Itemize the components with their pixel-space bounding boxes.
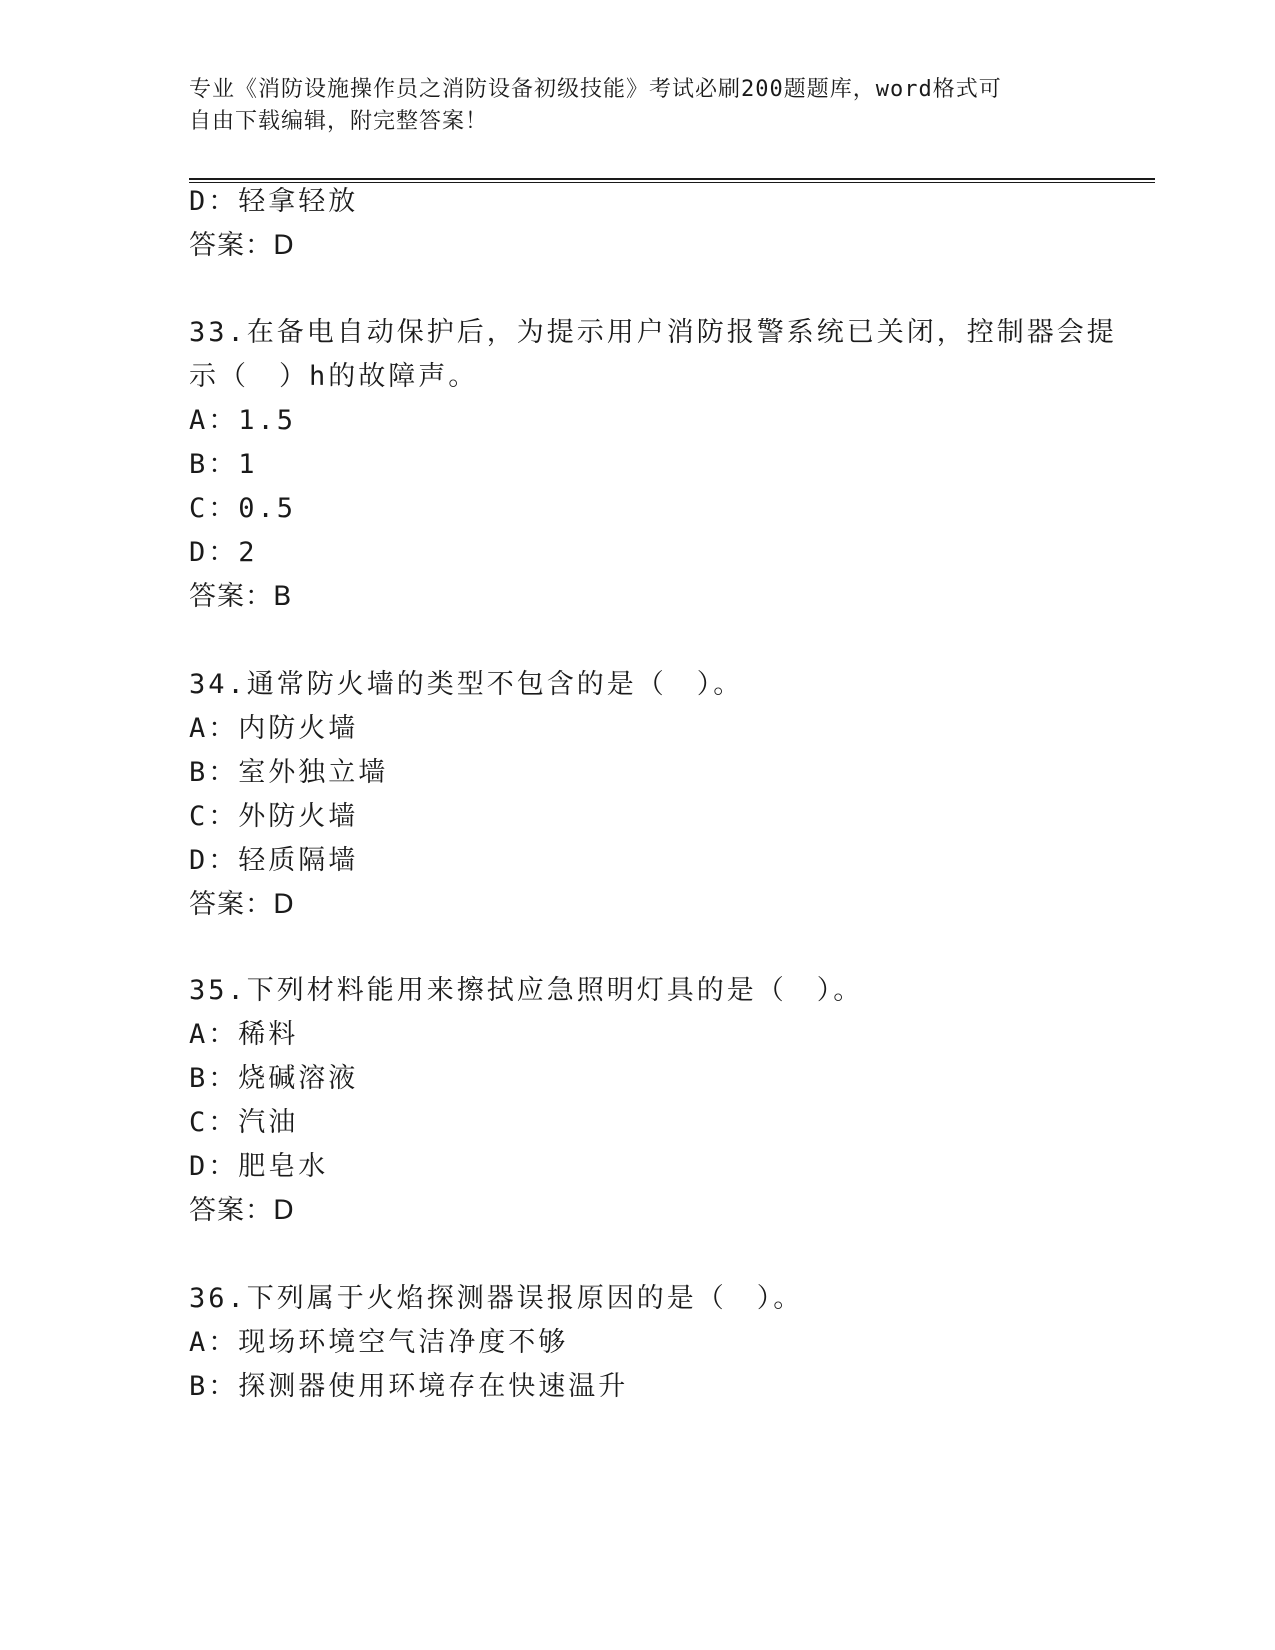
question-36-option-a: A：现场环境空气洁净度不够 (189, 1327, 569, 1358)
question-34-option-a: A：内防火墙 (189, 713, 359, 744)
question-34-answer: 答案：D (189, 889, 295, 920)
question-36-option-b: B：探测器使用环境存在快速温升 (189, 1371, 629, 1402)
question-34-option-b: B：室外独立墙 (189, 757, 389, 788)
header-line-1: 专业《消防设施操作员之消防设备初级技能》考试必刷200题题库，word格式可 (189, 77, 1002, 102)
question-33-option-a: A：1.5 (189, 405, 297, 436)
question-35-option-c: C：汽油 (189, 1107, 299, 1138)
question-35-answer: 答案：D (189, 1195, 295, 1226)
answer-line: 答案：D (189, 230, 295, 261)
question-35-option-a: A：稀料 (189, 1019, 299, 1050)
question-34-option-d: D：轻质隔墙 (189, 845, 359, 876)
header-line-2: 自由下载编辑，附完整答案！ (189, 109, 489, 134)
question-33-option-b: B：1 (189, 449, 258, 480)
question-33-stem-line-2: 示（ ）h的故障声。 (189, 361, 479, 392)
question-35-stem: 35.下列材料能用来擦拭应急照明灯具的是（ ）。 (189, 975, 864, 1006)
question-34-stem: 34.通常防火墙的类型不包含的是（ ）。 (189, 669, 744, 700)
question-34-option-c: C：外防火墙 (189, 801, 359, 832)
question-35-option-d: D：肥皂水 (189, 1151, 329, 1182)
question-36-stem: 36.下列属于火焰探测器误报原因的是（ ）。 (189, 1283, 804, 1314)
header-divider (189, 178, 1155, 183)
question-35-option-b: B：烧碱溶液 (189, 1063, 359, 1094)
question-33-option-d: D：2 (189, 537, 258, 568)
question-33-answer: 答案：B (189, 581, 293, 612)
option-d: D：轻拿轻放 (189, 186, 359, 217)
question-33-option-c: C：0.5 (189, 493, 297, 524)
question-33-stem-line-1: 33.在备电自动保护后，为提示用户消防报警系统已关闭，控制器会提 (189, 317, 1117, 348)
document-header (189, 74, 1069, 138)
